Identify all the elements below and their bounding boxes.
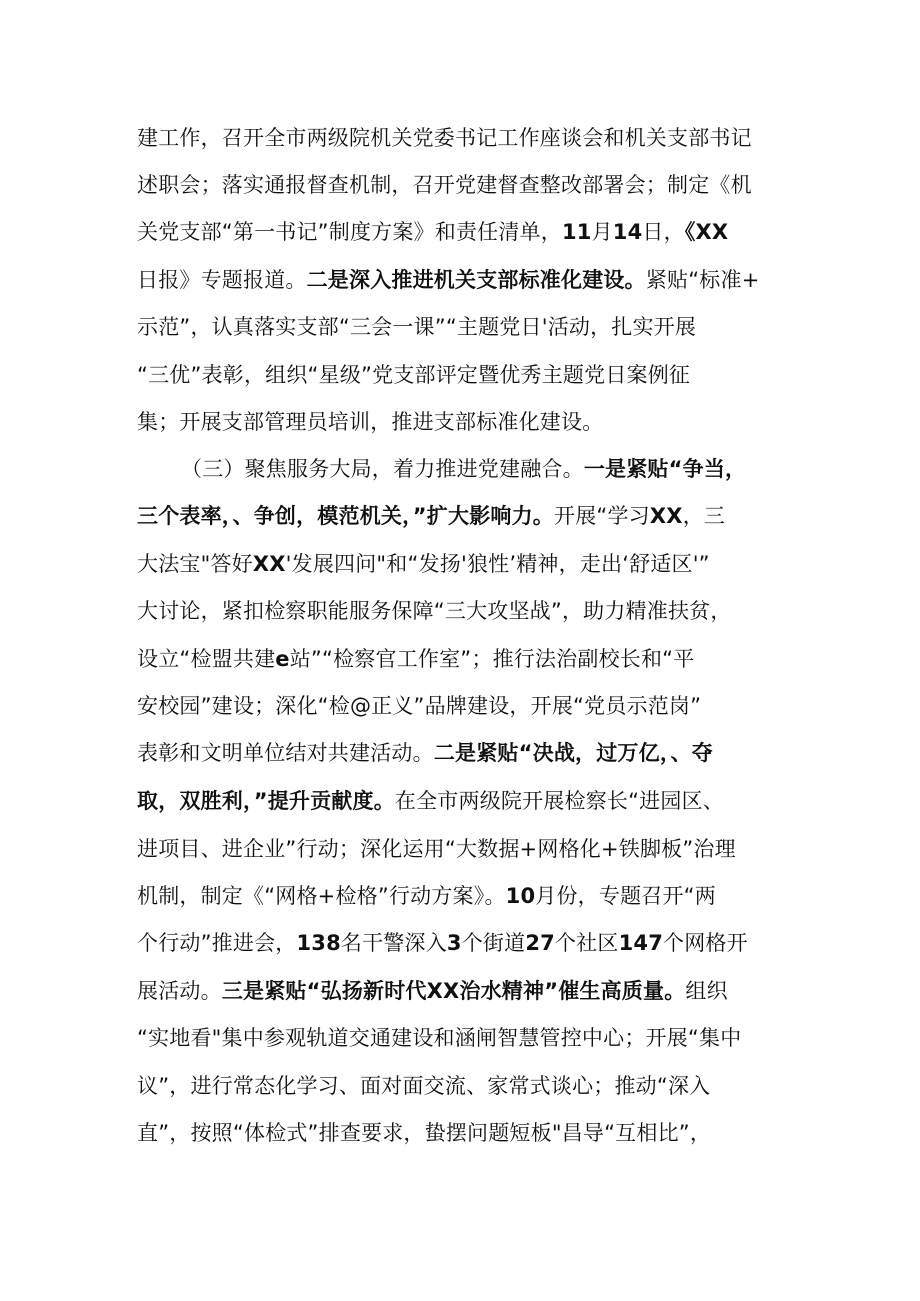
text-run: 组织 [685,979,728,1003]
text-line [137,1018,741,1058]
text-line [137,544,710,584]
text-run: 日， [642,220,685,244]
bold-text-run: 147 [618,931,664,955]
bold-text-run: XX [649,504,683,528]
text-run: 大法宝"答好 [137,552,253,576]
text-run: 名干警深入 [340,931,447,955]
text-run: 示范”，认真落实支部“三会一课”“主题党日'活动，扎实开展 [137,315,697,339]
text-line [137,212,728,252]
bold-text-run: 二是紧贴“决战，过万亿，、夺 [433,741,713,765]
text-line [137,307,696,347]
text-run: 设立“检盟共建 [137,647,276,671]
text-run: 机制，制定《“网格+检格”行动方案》。 [137,884,506,908]
text-run: 开展“学习 [554,504,650,528]
text-run: 进项目、进企业”行动；深化运用“大数据+网格化+铁脚板”治理 [137,837,736,861]
text-line [137,781,724,821]
text-run: “三优”表彰，组织“星级”党支部评定暨优秀主题党日案例征 [137,363,691,387]
text-line [137,876,716,916]
text-line [137,639,694,679]
bold-text-run: 三个表率，、争创，模范机关，”扩大影响力。 [137,504,554,528]
text-line [137,923,748,963]
text-line [137,355,690,395]
bold-text-run: 11 [561,220,592,244]
text-run: ，三 [682,504,726,528]
bold-text-run: 《XX [684,220,729,244]
text-line [137,165,752,205]
text-run: 紧贴“标准+ [645,268,760,292]
bold-text-run: 10 [505,884,536,908]
text-line [137,591,732,631]
text-line [137,260,760,300]
text-run: 集；开展支部管理员培训，推进支部标准化建设。 [137,410,604,434]
text-run: “实地看"集中参观轨道交通建设和涵闸智慧管控中心；开展“集中 [137,1026,742,1050]
text-line [137,733,713,773]
bold-text-run: 138 [296,931,341,955]
text-run: 个行动”推进会， [137,931,297,955]
text-run: 直”，按照“体检式”排查要求，蛰摆问题短板"昌导“互相比”， [137,1121,712,1145]
text-line [137,1066,710,1106]
text-line [137,496,725,536]
bold-text-run: e [275,647,290,671]
text-run: 站”“检察官工作室”；推行法治副校长和“平 [289,647,695,671]
bold-text-run: 3 [446,931,462,955]
bold-text-run: 一是紧贴“争当， [583,457,747,481]
text-line [137,118,752,158]
text-run: 议”，进行常态化学习、面对面交流、家常式谈心；推动“深入 [137,1074,711,1098]
text-run: 个街道 [461,931,526,955]
text-line [181,449,746,489]
text-run: 展活动。 [137,979,222,1003]
text-line [137,402,603,442]
text-run: 在全市两级院开展检察长“进园区、 [394,789,724,813]
bold-text-run: 取，双胜利，”提升贡献度。 [137,789,395,813]
text-run: 建工作，召开全市两级院机关党委书记工作座谈会和机关支部书记 [137,126,752,150]
text-line [137,686,701,726]
text-run: 表彰和文明单位结对共建活动。 [137,741,434,765]
text-run: 安校园”建设；深化“检@正义”品牌建设，开展“党员示范岗” [137,694,702,718]
bold-text-run: XX [252,552,286,576]
text-run: 关党支部“第一书记”制度方案》和责任清单， [137,220,562,244]
bold-text-run: 三是紧贴“弘扬新时代XX治水精神”催生高质量。 [221,979,686,1003]
text-line [137,829,736,869]
bold-text-run: 14 [612,220,643,244]
text-line [137,971,728,1011]
text-run: 月 [591,220,613,244]
text-line [137,1113,711,1153]
bold-text-run: 二是深入推进机关支部标准化建设。 [306,268,646,292]
text-run: '发展四问"和“发扬'狼性’精神，走出‘舒适区'” [285,552,710,576]
bold-text-run: 27 [525,931,555,955]
text-run: 大讨论，紧扣检察职能服务保障“三大攻坚战”，助力精准扶贫， [137,599,732,623]
text-run: （三）聚焦服务大局，着力推进党建融合。 [181,457,584,481]
text-run: 个社区 [554,931,619,955]
text-run: 个网格开 [663,931,748,955]
text-run: 日报》专题报道。 [137,268,307,292]
text-run: 述职会；落实通报督查机制，召开党建督查整改部署会；制定《机 [137,173,752,197]
text-run: 月份，专题召开“两 [535,884,716,908]
